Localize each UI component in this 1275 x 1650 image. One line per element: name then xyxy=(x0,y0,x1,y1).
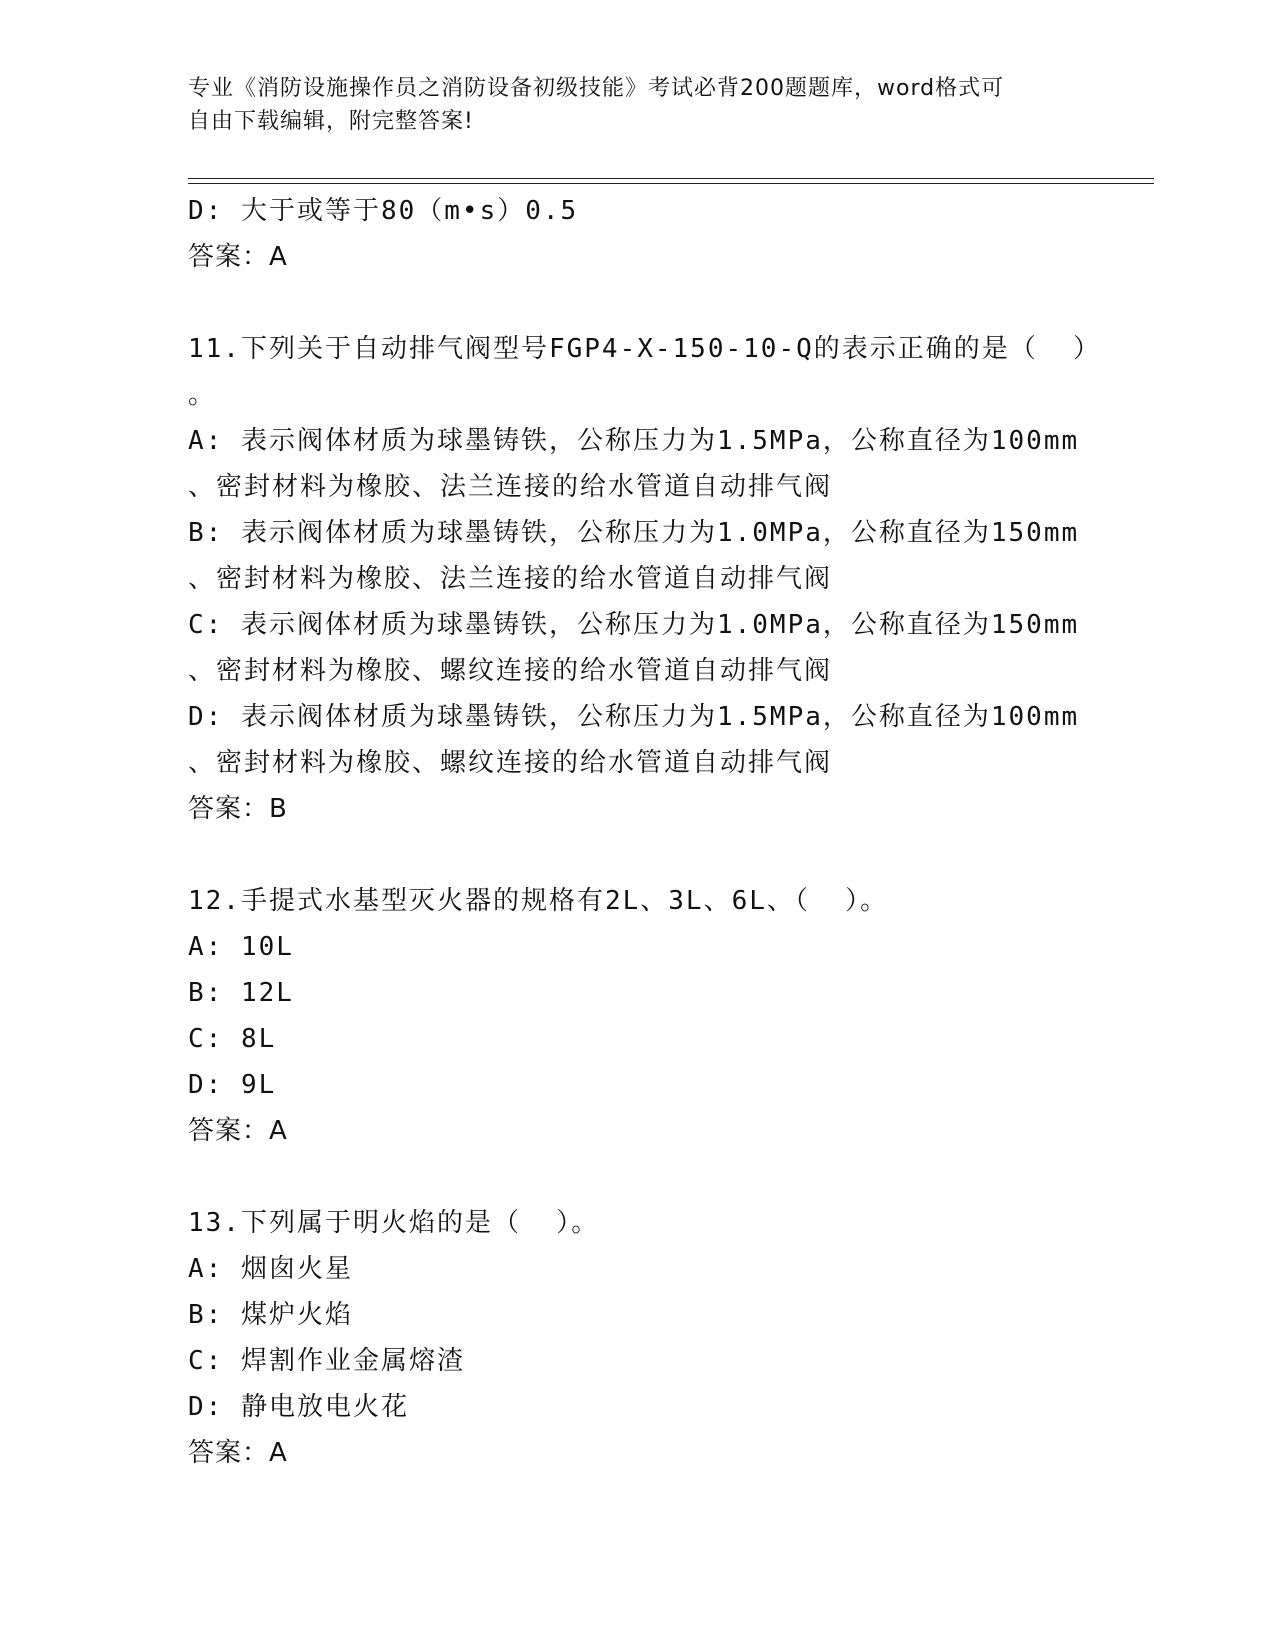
question-11-option-b-line-1: B: 表示阀体材质为球墨铸铁，公称压力为1.0MPa，公称直径为150mm xyxy=(188,518,1080,548)
question-11-option-c-line-2: 、密封材料为橡胶、螺纹连接的给水管道自动排气阀 xyxy=(188,656,833,686)
question-12-option-b: B: 12L xyxy=(188,978,294,1008)
question-list xyxy=(188,188,1102,1476)
question-12-option-d: D: 9L xyxy=(188,1070,277,1100)
question-spacer xyxy=(188,280,1088,326)
header-divider xyxy=(188,178,1154,184)
document-header xyxy=(188,72,1088,138)
question-12-stem: 12.手提式水基型灭火器的规格有2L、3L、6L、（ ）。 xyxy=(188,886,889,916)
header-title-line-1: 专业《消防设施操作员之消防设备初级技能》考试必背200题题库，word格式可 xyxy=(188,76,1005,101)
question-13 xyxy=(188,1200,1088,1476)
question-11-stem-line-1: 11.下列关于自动排气阀型号FGP4-X-150-10-Q的表示正确的是（ ） xyxy=(188,334,1102,364)
question-11-option-d-line-1: D: 表示阀体材质为球墨铸铁，公称压力为1.5MPa，公称直径为100mm xyxy=(188,702,1080,732)
question-11-option-c-line-1: C: 表示阀体材质为球墨铸铁，公称压力为1.0MPa，公称直径为150mm xyxy=(188,610,1080,640)
question-11-option-a-line-2: 、密封材料为橡胶、法兰连接的给水管道自动排气阀 xyxy=(188,472,833,502)
question-11-option-d-line-2: 、密封材料为橡胶、螺纹连接的给水管道自动排气阀 xyxy=(188,748,833,778)
question-13-option-a: A: 烟囱火星 xyxy=(188,1254,353,1284)
question-12-option-c: C: 8L xyxy=(188,1024,277,1054)
question-spacer xyxy=(188,832,1088,878)
question-11-stem-line-2: 。 xyxy=(188,380,215,410)
question-spacer xyxy=(188,1154,1088,1200)
question-11-answer: 答案：B xyxy=(188,794,288,824)
question-13-stem: 13.下列属于明火焰的是（ ）。 xyxy=(188,1208,600,1238)
question-10-tail xyxy=(188,188,1088,280)
question-11-option-b-line-2: 、密封材料为橡胶、法兰连接的给水管道自动排气阀 xyxy=(188,564,833,594)
header-title-line-2: 自由下载编辑，附完整答案! xyxy=(188,109,474,134)
question-12-option-a: A: 10L xyxy=(188,932,294,962)
question-12-answer: 答案：A xyxy=(188,1116,288,1146)
question-12 xyxy=(188,878,1088,1154)
question-11 xyxy=(188,326,1102,832)
question-13-option-c: C: 焊割作业金属熔渣 xyxy=(188,1346,465,1376)
question-10-option-d: D: 大于或等于80（m•s）0.5 xyxy=(188,196,579,226)
question-10-answer: 答案：A xyxy=(188,242,288,272)
question-13-answer: 答案：A xyxy=(188,1438,288,1468)
question-13-option-b: B: 煤炉火焰 xyxy=(188,1300,353,1330)
question-11-option-a-line-1: A: 表示阀体材质为球墨铸铁，公称压力为1.5MPa，公称直径为100mm xyxy=(188,426,1080,456)
question-13-option-d: D: 静电放电火花 xyxy=(188,1392,409,1422)
